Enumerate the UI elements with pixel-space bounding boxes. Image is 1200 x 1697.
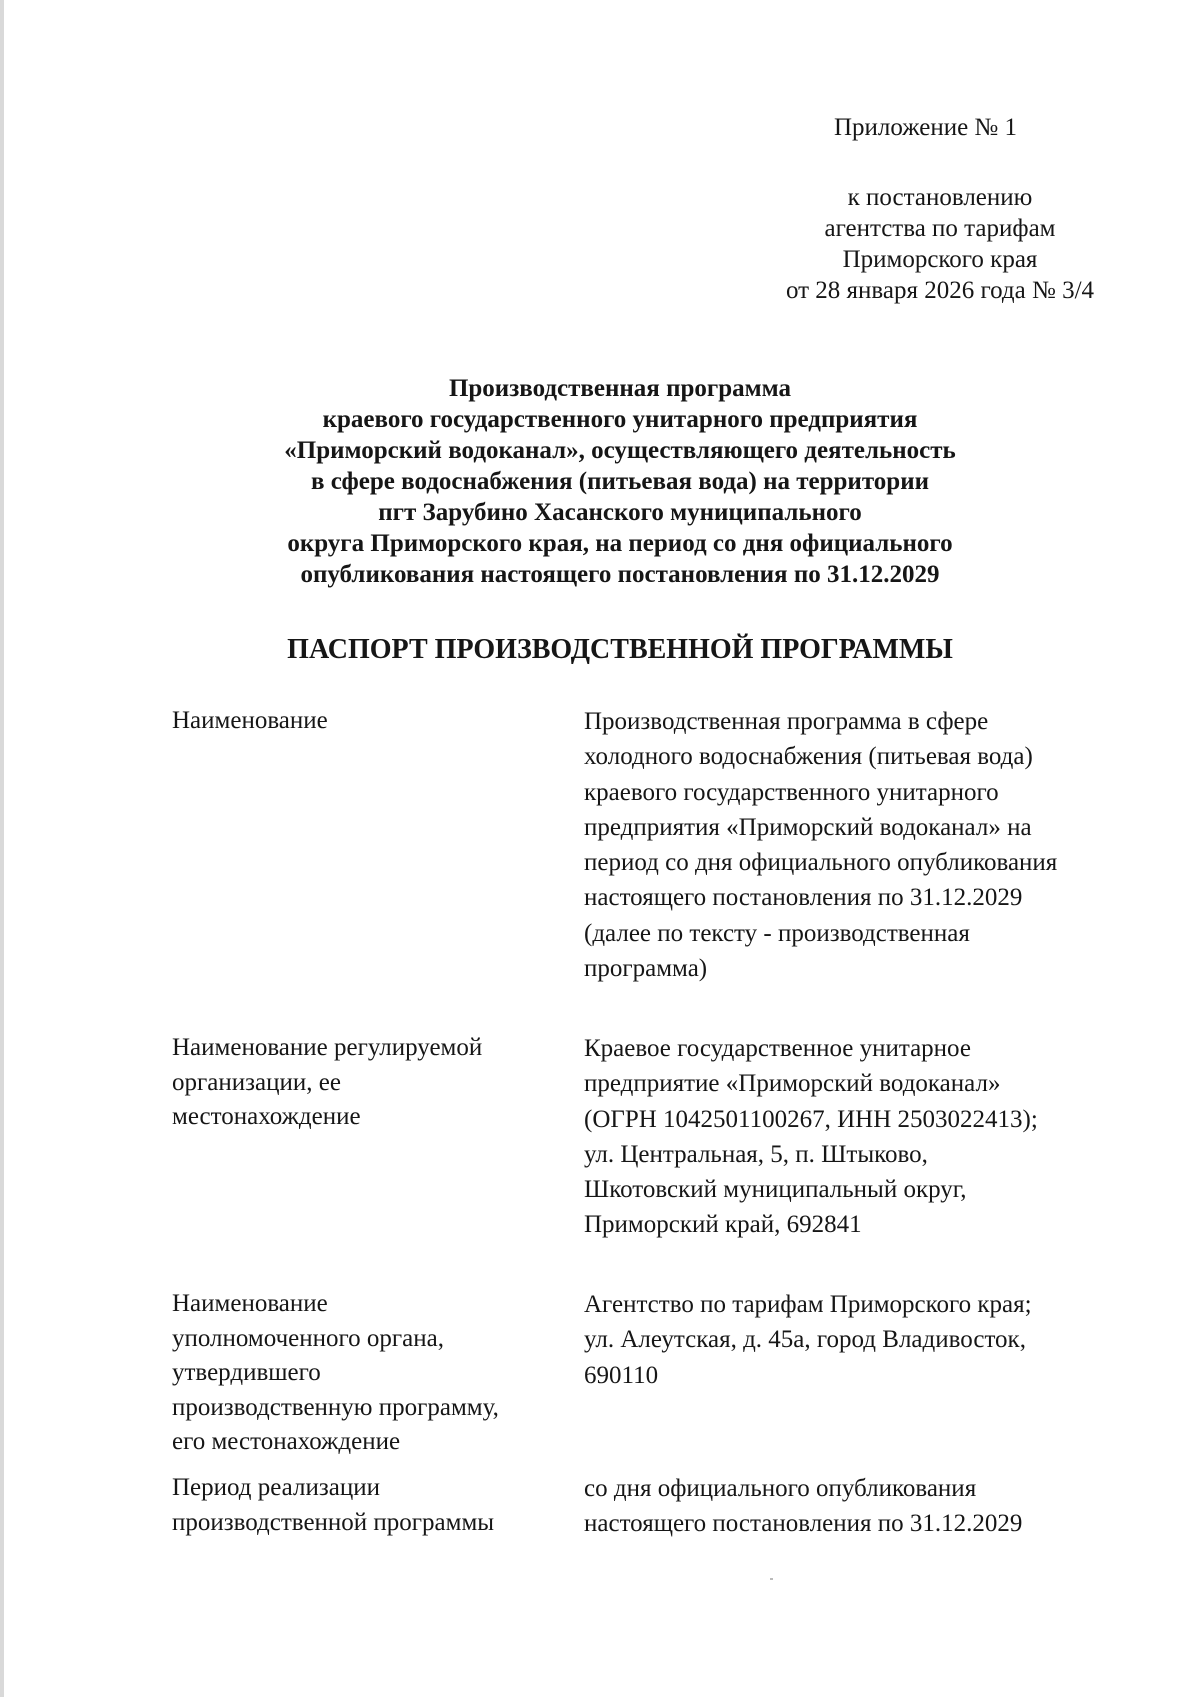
passport-row-organization-label: [172, 1031, 572, 1135]
value-line: холодного водоснабжения (питьевая вода): [584, 743, 1033, 771]
document-title: [160, 373, 1080, 590]
label-line: Наименование: [172, 707, 328, 734]
value-line: Агентство по тарифам Приморского края;: [584, 1291, 1032, 1318]
value-line: со дня официального опубликования: [584, 1475, 977, 1502]
label-line: Наименование регулируемой: [172, 1034, 483, 1061]
label-line: его местонахождение: [172, 1428, 401, 1455]
value-line: ул. Алеутская, д. 45а, город Владивосток,: [584, 1326, 1026, 1354]
passport-row-name-value: [584, 704, 1144, 986]
value-line: предприятия «Приморский водоканал» на: [584, 813, 1032, 841]
label-line: Наименование: [172, 1290, 328, 1317]
title-line: в сфере водоснабжения (питьевая вода) на территории: [310, 468, 930, 495]
passport-row-period-value: [584, 1471, 1144, 1542]
decree-line: Приморского края: [842, 246, 1038, 273]
decree-reference: [740, 182, 1140, 306]
value-line: (далее по тексту - производственная: [584, 919, 970, 947]
scan-speck: [770, 1578, 773, 1580]
decree-line: к постановлению: [847, 184, 1033, 211]
title-line: краевого государственного унитарного предприятия: [322, 406, 918, 433]
value-line: Производственная программа в сфере: [584, 708, 989, 735]
page-edge: [0, 0, 4, 1697]
label-line: производственной программы: [172, 1508, 495, 1536]
passport-row-authority-value: [584, 1287, 1144, 1393]
label-line: утвердившего: [172, 1359, 321, 1386]
value-line: Приморский край, 692841: [584, 1211, 862, 1239]
value-line: краевого государственного унитарного: [584, 778, 999, 806]
decree-line: от 28 января 2026 года № 3/4: [785, 277, 1095, 304]
decree-line: агентства по тарифам: [824, 215, 1056, 242]
value-line: Шкотовский муниципальный округ,: [584, 1176, 967, 1204]
value-line: период со дня официального опубликования: [584, 849, 1058, 877]
label-line: организации, ее: [172, 1068, 341, 1096]
title-line: «Приморский водоканал», осуществляющего деятельность: [284, 437, 956, 464]
passport-row-period-label: [172, 1471, 572, 1540]
value-line: (ОГРН 1042501100267, ИНН 2503022413);: [584, 1105, 1038, 1133]
value-line: настоящего постановления по 31.12.2029: [584, 1510, 1023, 1538]
value-line: 690110: [584, 1361, 659, 1389]
appendix-number: Приложение № 1: [834, 114, 1018, 141]
label-line: местонахождение: [172, 1103, 361, 1130]
value-line: предприятие «Приморский водоканал»: [584, 1070, 1001, 1098]
label-line: Период реализации: [172, 1474, 380, 1501]
title-line: Производственная программа: [448, 375, 792, 402]
label-line: уполномоченного органа,: [172, 1324, 444, 1352]
passport-heading: ПАСПОРТ ПРОИЗВОДСТВЕННОЙ ПРОГРАММЫ: [287, 634, 953, 665]
title-line: округа Приморского края, на период со дня официального: [287, 530, 953, 557]
value-line: Краевое государственное унитарное: [584, 1035, 971, 1062]
passport-row-authority-label: [172, 1287, 572, 1460]
label-line: производственную программу,: [172, 1393, 499, 1421]
value-line: настоящего постановления по 31.12.2029: [584, 884, 1023, 912]
value-line: ул. Центральная, 5, п. Штыково,: [584, 1140, 928, 1168]
passport-row-name-label: [172, 704, 572, 739]
title-line: опубликования настоящего постановления по 31.12.2029: [300, 561, 940, 588]
title-line: пгт Зарубино Хасанского муниципального: [378, 499, 862, 526]
passport-row-organization-value: [584, 1031, 1144, 1243]
value-line: программа): [584, 955, 708, 983]
